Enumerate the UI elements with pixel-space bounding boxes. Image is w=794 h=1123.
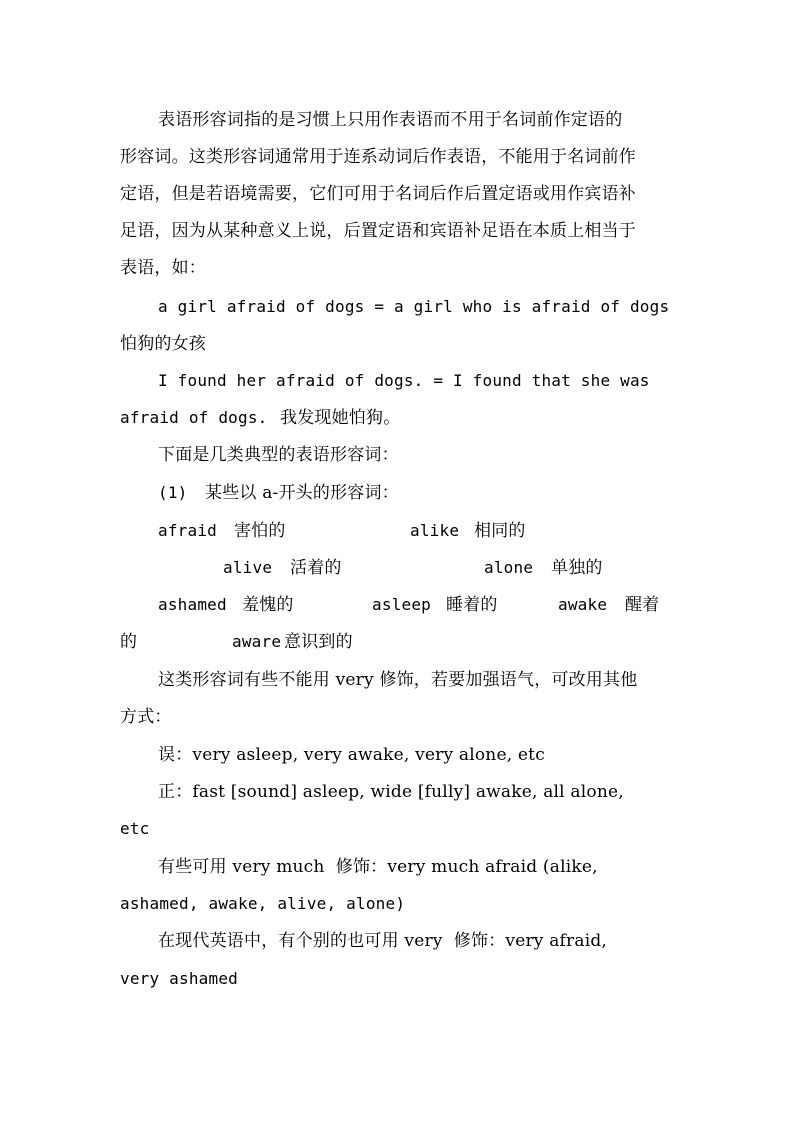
paragraph1-line4: 足语，因为从某种意义上说，后置定语和宾语补足语在本质上相当于 — [120, 221, 636, 241]
paragraph2-line1: 这类形容词有些不能用 very 修饰，若要加强语气，可改用其他 — [158, 670, 638, 690]
paragraph2-line2: 方式： — [120, 707, 172, 727]
section1-number: (1) — [158, 483, 188, 502]
adj-word-alike: alike — [410, 521, 460, 540]
very-much-line1: 有些可用 very much 修饰：very much afraid (alike, — [158, 857, 598, 877]
adj-word-asleep: asleep — [372, 595, 431, 614]
adj-meaning-alike: 相同的 — [474, 521, 526, 541]
adj-meaning-alone: 单独的 — [551, 558, 603, 578]
example2-english-line1: I found her afraid of dogs. = I found that she was — [158, 371, 650, 390]
very-much-line2: ashamed, awake, alive, alone) — [120, 894, 406, 913]
adj-word-aware: aware — [232, 632, 282, 651]
adj-continuation: 的 — [120, 632, 138, 652]
paragraph1-line5: 表语，如： — [120, 258, 206, 278]
adj-word-alive: alive — [223, 558, 273, 577]
example1-english: a girl afraid of dogs = a girl who is afraid of dogs — [158, 297, 670, 316]
adj-meaning-asleep: 睡着的 — [446, 595, 498, 615]
modern-english-line1: 在现代英语中，有个别的也可用 very 修饰：very afraid, — [158, 931, 608, 951]
adj-word-ashamed: ashamed — [158, 595, 227, 614]
adj-meaning-afraid: 害怕的 — [234, 521, 286, 541]
adj-word-afraid: afraid — [158, 521, 217, 540]
example2-english-line2: afraid of dogs. — [120, 408, 268, 427]
example2-chinese: 我发现她怕狗。 — [280, 408, 401, 428]
paragraph1-line1: 表语形容词指的是习惯上只用作表语而不用于名词前作定语的 — [158, 110, 623, 130]
adj-meaning-aware: 意识到的 — [284, 632, 353, 652]
adj-meaning-alive: 活着的 — [290, 558, 342, 578]
section1-title: 某些以 a-开头的形容词： — [205, 483, 399, 503]
paragraph1-line2: 形容词。这类形容词通常用于连系动词后作表语，不能用于名词前作 — [120, 147, 636, 167]
adj-meaning-ashamed: 羞愧的 — [242, 595, 294, 615]
right-example-line2: etc — [120, 819, 150, 838]
intro-text: 下面是几类典型的表语形容词： — [158, 445, 399, 465]
modern-english-line2: very ashamed — [120, 969, 238, 988]
adj-word-awake: awake — [558, 595, 608, 614]
example1-chinese: 怕狗的女孩 — [120, 334, 206, 354]
paragraph1-line3: 定语，但是若语境需要，它们可用于名词后作后置定语或用作宾语补 — [120, 184, 636, 204]
wrong-example: 误：very asleep, very awake, very alone, etc — [158, 745, 545, 765]
right-example-line1: 正：fast [sound] asleep, wide [fully] awake, all alone, — [158, 782, 624, 802]
adj-meaning-awake: 醒着 — [625, 595, 660, 615]
adj-word-alone: alone — [484, 558, 534, 577]
